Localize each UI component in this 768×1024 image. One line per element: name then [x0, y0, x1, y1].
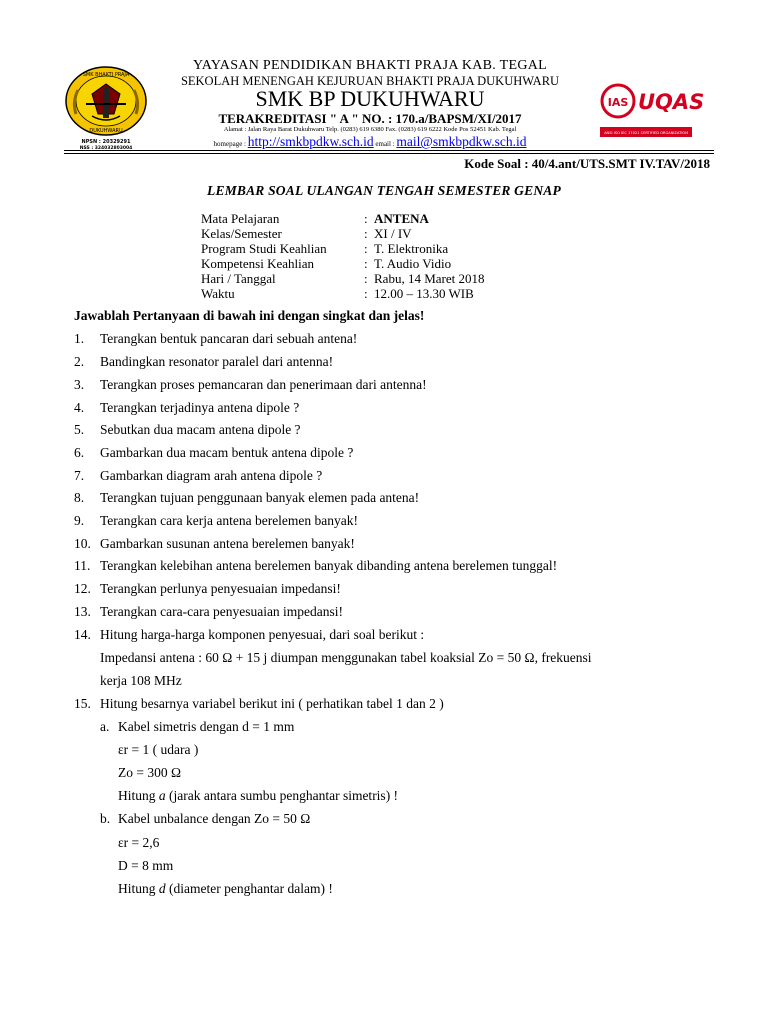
cert-caption: ANSI ISO IEC 17021 CERTIFIED ORGANIZATION: [604, 131, 688, 135]
question-text: Terangkan tujuan penggunaan banyak elemen pada antena!: [100, 490, 420, 505]
info-label: Kompetensi Keahlian: [201, 256, 314, 271]
question-number: 11.: [74, 558, 91, 573]
info-value: T. Elektronika: [374, 241, 449, 256]
info-label: Hari / Tanggal: [201, 271, 276, 286]
subquestion-a-zo: Zo = 300 Ω: [118, 765, 182, 780]
info-value: 12.00 – 13.30 WIB: [374, 286, 474, 301]
question-text: Gambarkan susunan antena berelemen banyak!: [100, 536, 355, 551]
info-value: Rabu, 14 Maret 2018: [374, 271, 485, 286]
info-row-program: [201, 241, 484, 256]
question-number: 13.: [74, 604, 91, 619]
question-number: 14.: [74, 627, 91, 642]
logo-arc-text: SMK BHAKTI PRAJA: [82, 72, 130, 78]
info-label: Mata Pelajaran: [201, 211, 280, 226]
uqas-text: UQAS: [638, 90, 705, 114]
info-colon: :: [364, 286, 368, 301]
foundation-name: YAYASAN PENDIDIKAN BHAKTI PRAJA KAB. TEGAL: [192, 58, 548, 73]
email-link[interactable]: mail@smkbpdkw.sch.id: [396, 134, 527, 149]
question-text: Bandingkan resonator paralel dari antenna!: [100, 354, 334, 369]
info-label: Program Studi Keahlian: [201, 241, 327, 256]
school-full-name: SEKOLAH MENENGAH KEJURUAN BHAKTI PRAJA DUKUHWARU: [180, 74, 560, 88]
subquestion-title: Kabel unbalance dengan Zo = 50 Ω: [118, 811, 311, 826]
exam-code: Kode Soal : 40/4.ant/UTS.SMT IV.TAV/2018: [464, 156, 710, 171]
ias-badge-text: IAS: [607, 96, 629, 109]
homepage-label: homepage :: [213, 140, 246, 148]
ask-variable: a: [158, 788, 166, 803]
question-text: Terangkan bentuk pancaran dari sebuah antena!: [100, 331, 358, 346]
ask-suffix: (diameter penghantar dalam) !: [165, 881, 333, 896]
ask-prefix: Hitung: [118, 788, 159, 803]
question-number: 12.: [74, 581, 91, 596]
question-text: Terangkan cara-cara penyesuaian impedansi!: [100, 604, 344, 619]
question-text: Sebutkan dua macam antena dipole ?: [100, 422, 301, 437]
subquestion-label: b.: [100, 811, 111, 826]
question-14-detail-line1: Impedansi antena : 60 Ω + 15 j diumpan menggunakan tabel koaksial Zo = 50 Ω, frekuensi: [100, 650, 592, 665]
sheet-title: LEMBAR SOAL ULANGAN TENGAH SEMESTER GENAP: [207, 183, 561, 198]
subquestion-title: Kabel simetris dengan d = 1 mm: [118, 719, 295, 734]
subquestion-a-ask: [118, 788, 398, 804]
question-number: 6.: [74, 445, 85, 460]
question-text: Terangkan perlunya penyesuaian impedansi!: [100, 581, 341, 596]
info-colon: :: [364, 241, 368, 256]
subquestion-b-er: εr = 2,6: [118, 835, 160, 850]
info-value: T. Audio Vidio: [374, 256, 452, 271]
subquestion-label: a.: [100, 719, 110, 734]
info-colon: :: [364, 271, 368, 286]
logo-nss: NSS : 324032803004: [79, 146, 133, 151]
question-text: Terangkan kelebihan antena berelemen banyak dibanding antena berelemen tunggal!: [100, 558, 558, 573]
info-colon: :: [364, 211, 368, 226]
ask-variable: d: [158, 881, 166, 896]
subquestion-b-ask: [118, 881, 333, 897]
question-text: Terangkan cara kerja antena berelemen banyak!: [100, 513, 359, 528]
question-number: 8.: [74, 490, 85, 505]
header-divider-thin: [64, 153, 714, 154]
logo-bottom-text: DUKUHWARU: [89, 128, 123, 134]
info-value: XI / IV: [374, 226, 412, 241]
question-number: 9.: [74, 513, 85, 528]
info-row-competency: [201, 256, 484, 271]
homepage-link[interactable]: http://smkbpdkw.sch.id: [247, 134, 374, 149]
logo-npsn: NPSN : 20329291: [81, 139, 131, 145]
question-text: Gambarkan dua macam bentuk antena dipole ?: [100, 445, 354, 460]
school-name: SMK BP DUKUHWARU: [255, 86, 485, 111]
info-row-date: [201, 271, 484, 286]
question-14-detail-line2: kerja 108 MHz: [100, 673, 182, 688]
subquestion-a-er: εr = 1 ( udara ): [118, 742, 199, 757]
info-colon: :: [364, 256, 368, 271]
ask-suffix: (jarak antara sumbu penghantar simetris) !: [165, 788, 399, 803]
school-address: Alamat : Jalan Raya Barat Dukuhwaru Telp. (0283) 619 6380 Fax. (0283) 619 6222 Kode Pos 52451 Kab. Tegal: [223, 126, 517, 133]
question-text: Hitung besarnya variabel berikut ini ( perhatikan tabel 1 dan 2 ): [100, 696, 444, 711]
info-row-class: [201, 226, 484, 241]
question-number: 1.: [74, 331, 85, 346]
info-label: Kelas/Semester: [201, 226, 282, 241]
question-number: 15.: [74, 696, 91, 711]
accreditation-number: TERAKREDITASI " A " NO. : 170.a/BAPSM/XI/2017: [218, 111, 522, 126]
question-number: 7.: [74, 468, 85, 483]
question-text: Terangkan proses pemancaran dan penerimaan dari antenna!: [100, 377, 427, 392]
instruction-text: Jawablah Pertanyaan di bawah ini dengan singkat dan jelas!: [74, 308, 425, 323]
subquestion-b-d: D = 8 mm: [118, 858, 174, 873]
info-value: ANTENA: [374, 211, 429, 226]
info-label: Waktu: [201, 286, 235, 301]
info-row-subject: [201, 211, 484, 226]
question-number: 3.: [74, 377, 85, 392]
ask-prefix: Hitung: [118, 881, 159, 896]
question-number: 10.: [74, 536, 91, 551]
info-row-time: [201, 286, 484, 301]
question-number: 2.: [74, 354, 85, 369]
contact-line: [0, 134, 740, 150]
question-text: Gambarkan diagram arah antena dipole ?: [100, 468, 323, 483]
question-number: 4.: [74, 400, 85, 415]
exam-info-table: [201, 211, 484, 301]
email-label: email :: [375, 140, 395, 148]
question-text: Hitung harga-harga komponen penyesuai, dari soal berikut :: [100, 627, 425, 642]
question-text: Terangkan terjadinya antena dipole ?: [100, 400, 300, 415]
question-number: 5.: [74, 422, 85, 437]
info-colon: :: [364, 226, 368, 241]
header-divider: [64, 150, 714, 151]
